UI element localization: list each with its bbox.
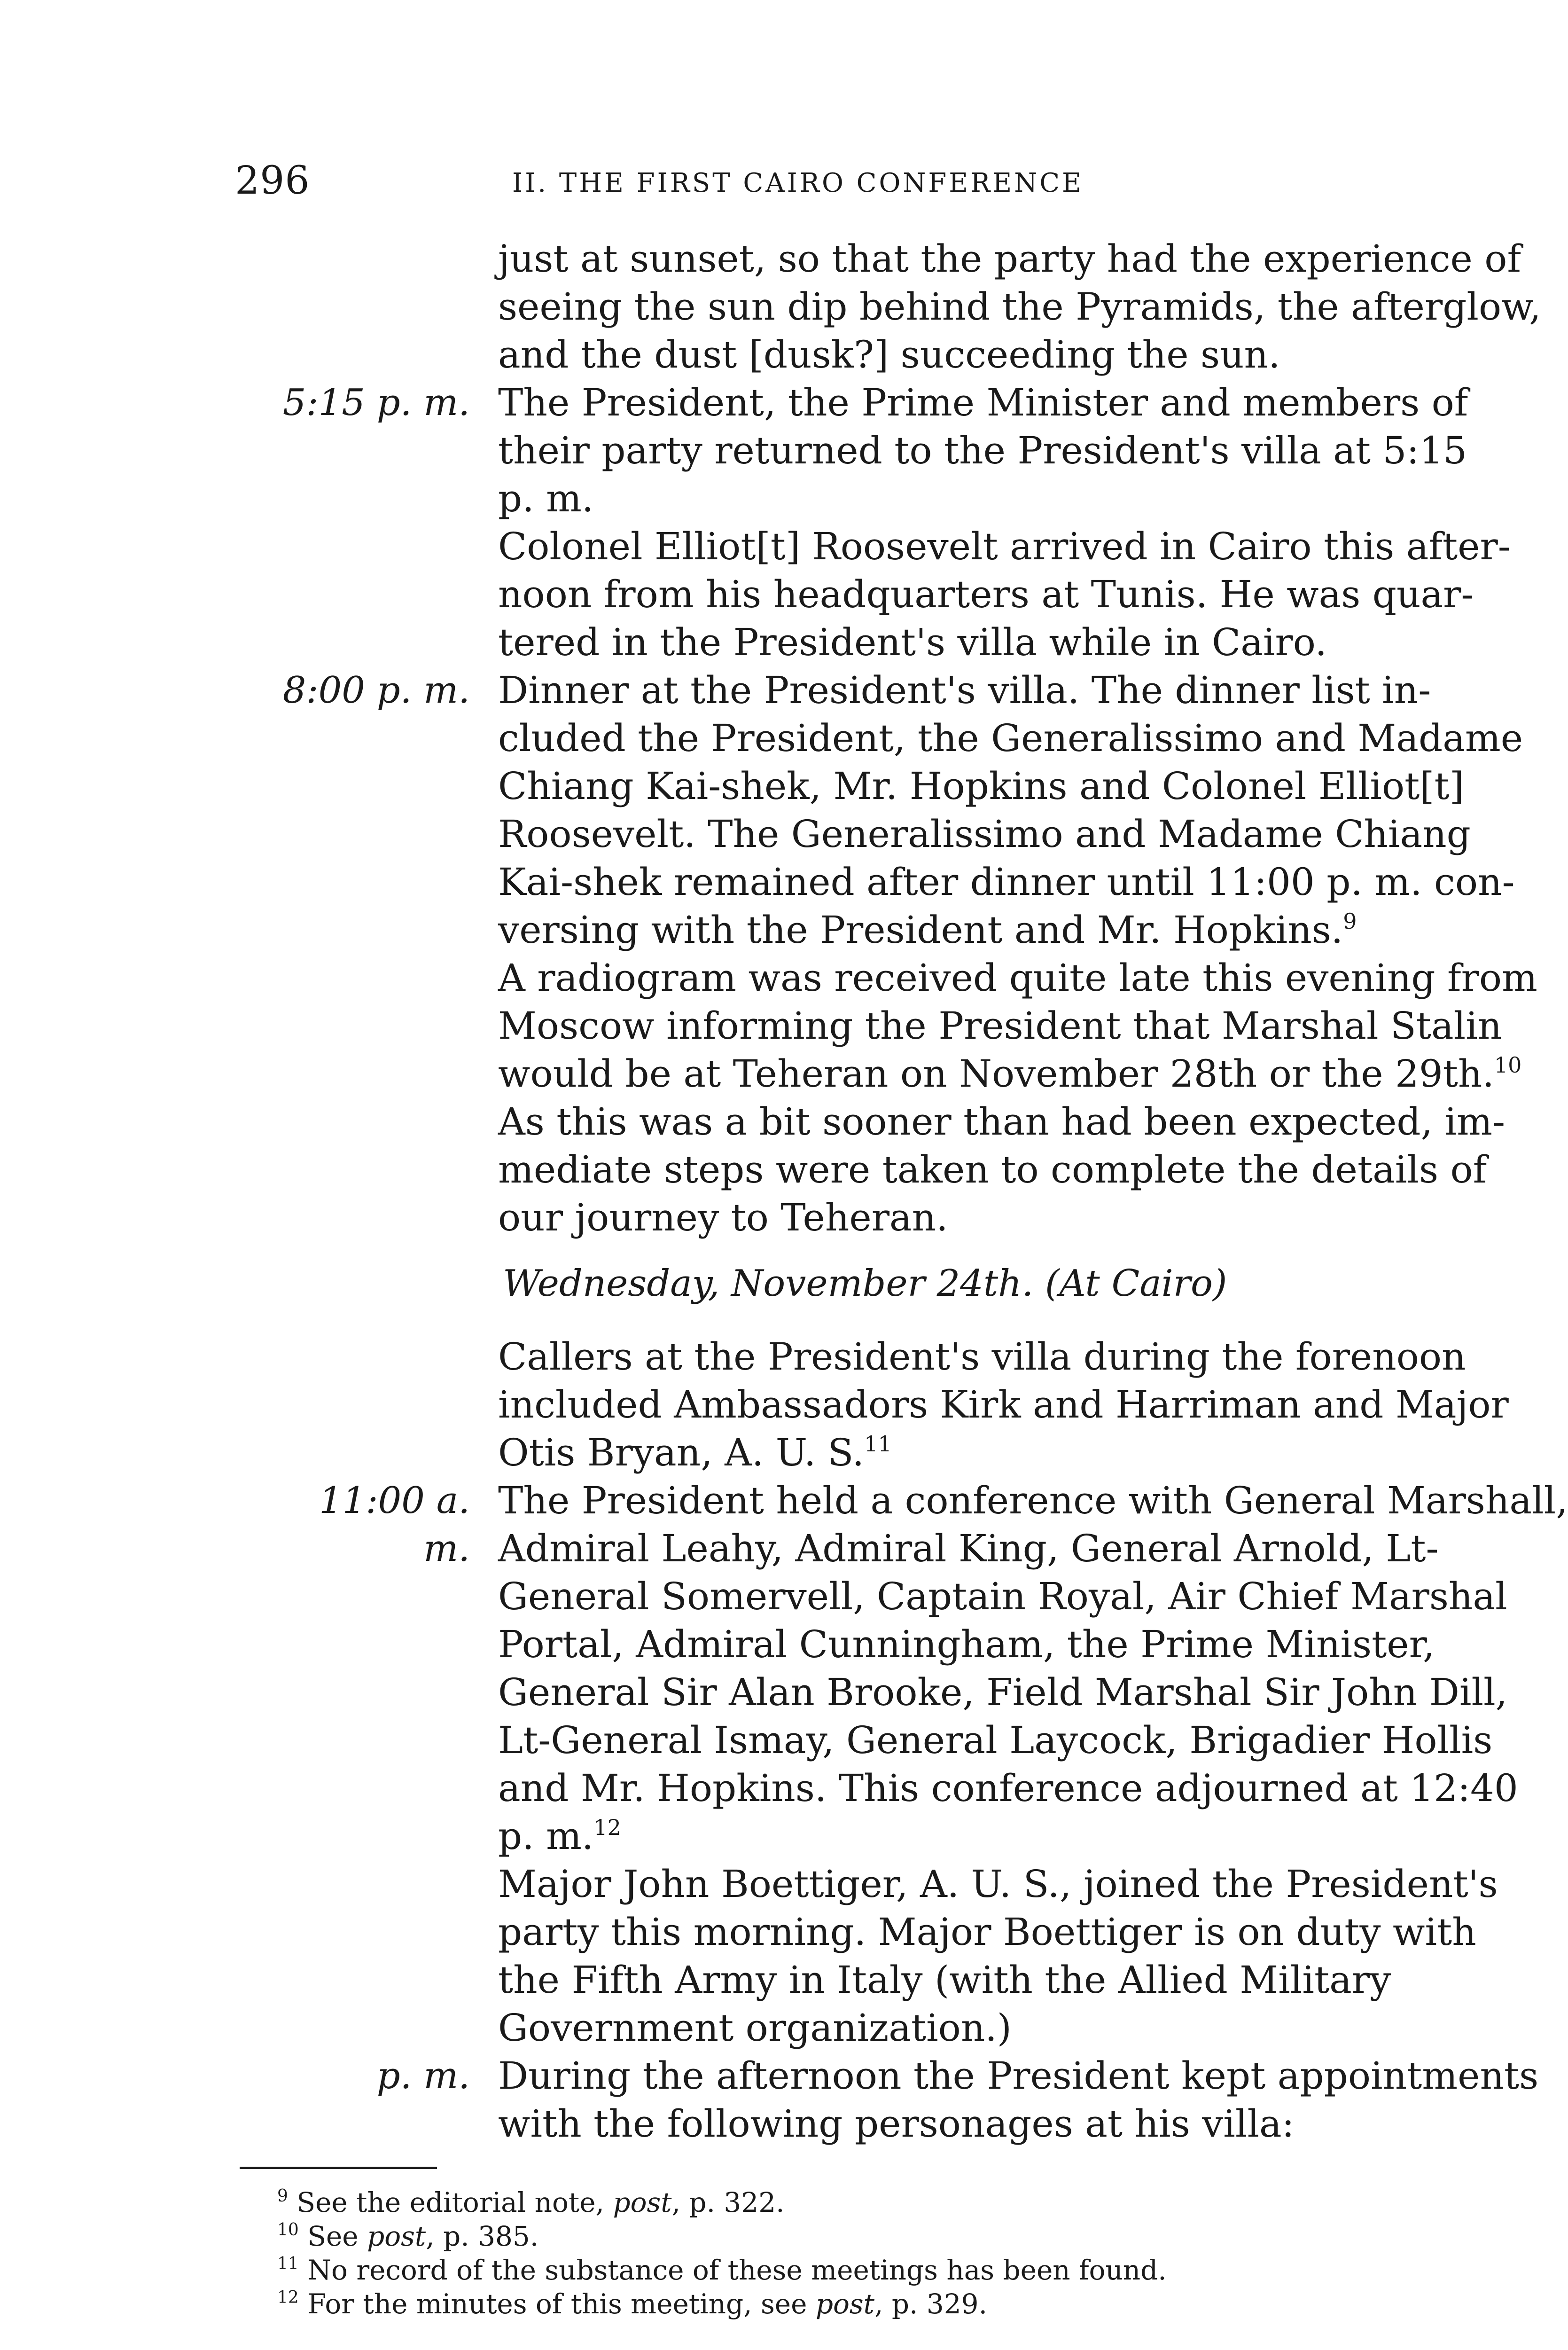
text-line: seeing the sun dip behind the Pyramids, the afterglow,	[498, 285, 1541, 329]
text-line: Admiral Leahy, Admiral King, General Arnold, Lt-	[498, 1527, 1439, 1570]
text-line: Major John Boettiger, A. U. S., joined the President's	[498, 1862, 1498, 1906]
page-header	[0, 160, 1564, 202]
page-number: 296	[235, 158, 310, 203]
paragraph-dinner	[498, 666, 1523, 954]
paragraph-boettiger	[498, 1860, 1498, 2052]
text-line: mediate steps were taken to complete the details of	[498, 1148, 1487, 1191]
footnote-ref[interactable]: 9	[1343, 909, 1357, 934]
text-line: noon from his headquarters at Tunis. He was quar-	[498, 572, 1474, 616]
paragraph-return	[498, 379, 1494, 523]
paragraph-callers	[498, 1333, 1509, 1477]
footnote-ref[interactable]: 11	[864, 1431, 892, 1457]
footnote-divider	[240, 2167, 437, 2169]
text-line: Callers at the President's villa during the forenoon	[498, 1335, 1466, 1379]
text-line: Colonel Elliot[t] Roosevelt arrived in Cairo this after-	[498, 525, 1511, 568]
text-line-content: Otis Bryan, A. U. S.	[498, 1431, 865, 1474]
text-line: cluded the President, the Generalissimo and Madame	[498, 716, 1523, 760]
text-line	[498, 1050, 1522, 1098]
footnote-number: 9	[277, 2186, 288, 2206]
paragraph-elliott	[498, 523, 1511, 666]
text-line: Chiang Kai-shek, Mr. Hopkins and Colonel Elliot[t]	[498, 764, 1464, 808]
text-line: their party returned to the President's villa at 5:15	[498, 429, 1467, 472]
footnote-emphasis: post	[815, 2288, 874, 2320]
text-line: General Sir Alan Brooke, Field Marshal Sir John Dill,	[498, 1670, 1508, 1714]
text-line: with the following personages at his villa:	[498, 2102, 1295, 2146]
paragraph-conference	[498, 1477, 1568, 1860]
margin-time: 5:15 p. m.	[282, 382, 470, 424]
text-line: The President, the Prime Minister and members of	[498, 381, 1468, 424]
footnote	[277, 2253, 1405, 2287]
text-line: our journey to Teheran.	[498, 1196, 948, 1239]
footnote-emphasis: post	[367, 2220, 426, 2252]
text-line	[498, 906, 1494, 954]
footnote-number: 11	[277, 2254, 299, 2273]
text-line: Kai-shek remained after dinner until 11:00 p. m. con-	[498, 860, 1515, 904]
margin-time: 11:00 a. m.	[319, 1480, 470, 1570]
running-head: II. THE FIRST CAIRO CONFERENCE	[512, 168, 1084, 198]
text-line: and Mr. Hopkins. This conference adjourned at 12:40	[498, 1766, 1518, 1810]
footnote	[277, 2186, 1405, 2219]
text-line: Government organization.)	[498, 2006, 1012, 2050]
text-line: Moscow informing the President that Marshal Stalin	[498, 1004, 1502, 1048]
day-heading: Wednesday, November 24th. (At Cairo)	[503, 1262, 1227, 1305]
margin-time: p. m.	[376, 2055, 470, 2097]
footnote-text: , p. 322.	[671, 2186, 785, 2218]
footnote-text: See the editorial note,	[296, 2186, 613, 2218]
paragraph-sunset	[498, 235, 1541, 379]
text-line: tered in the President's villa while in Cairo.	[498, 620, 1327, 664]
text-line	[498, 1812, 1494, 1860]
text-line: The President held a conference with General Marshall,	[498, 1479, 1568, 1522]
footnote-emphasis: post	[613, 2186, 672, 2218]
footnote-text: , p. 329.	[874, 2288, 987, 2320]
footnotes	[277, 2186, 1405, 2321]
footnote-text: See	[307, 2220, 367, 2252]
footnote-text: , p. 385.	[426, 2220, 539, 2252]
footnote-ref[interactable]: 10	[1494, 1052, 1522, 1078]
text-line	[498, 1429, 1494, 1477]
footnote	[277, 2287, 1405, 2321]
text-line: Portal, Admiral Cunningham, the Prime Minister,	[498, 1622, 1435, 1666]
footnote-ref[interactable]: 12	[593, 1815, 621, 1840]
text-line: General Somervell, Captain Royal, Air Chief Marshal	[498, 1574, 1507, 1618]
footnote-text: No record of the substance of these meetings has been found.	[307, 2254, 1167, 2286]
text-line-content: versing with the President and Mr. Hopkins.	[498, 908, 1343, 952]
footnote-text: For the minutes of this meeting, see	[307, 2288, 816, 2320]
text-line: p. m.	[498, 477, 594, 520]
paragraph-radiogram	[498, 954, 1537, 1242]
text-line-content: would be at Teheran on November 28th or the 29th.	[498, 1052, 1494, 1096]
text-line: party this morning. Major Boettiger is on duty with	[498, 1910, 1476, 1954]
text-line: A radiogram was received quite late this evening from	[498, 956, 1537, 1000]
text-line: just at sunset, so that the party had the experience of	[498, 237, 1521, 281]
margin-time: 8:00 p. m.	[282, 669, 470, 712]
text-line: Roosevelt. The Generalissimo and Madame Chiang	[498, 812, 1471, 856]
footnote-number: 12	[277, 2288, 299, 2307]
text-line: and the dust [dusk?] succeeding the sun.	[498, 333, 1280, 376]
text-line: the Fifth Army in Italy (with the Allied Military	[498, 1958, 1391, 2002]
text-line: Lt-General Ismay, General Laycock, Brigadier Hollis	[498, 1718, 1493, 1762]
text-line: Dinner at the President's villa. The dinner list in-	[498, 668, 1431, 712]
footnote	[277, 2219, 1405, 2253]
text-line: As this was a bit sooner than had been expected, im-	[498, 1100, 1505, 1144]
paragraph-afternoon	[498, 2052, 1539, 2148]
footnote-number: 10	[277, 2220, 299, 2240]
text-line: included Ambassadors Kirk and Harriman and Major	[498, 1383, 1509, 1426]
text-line-content: p. m.	[498, 1814, 594, 1858]
text-line: During the afternoon the President kept appointments	[498, 2054, 1539, 2098]
